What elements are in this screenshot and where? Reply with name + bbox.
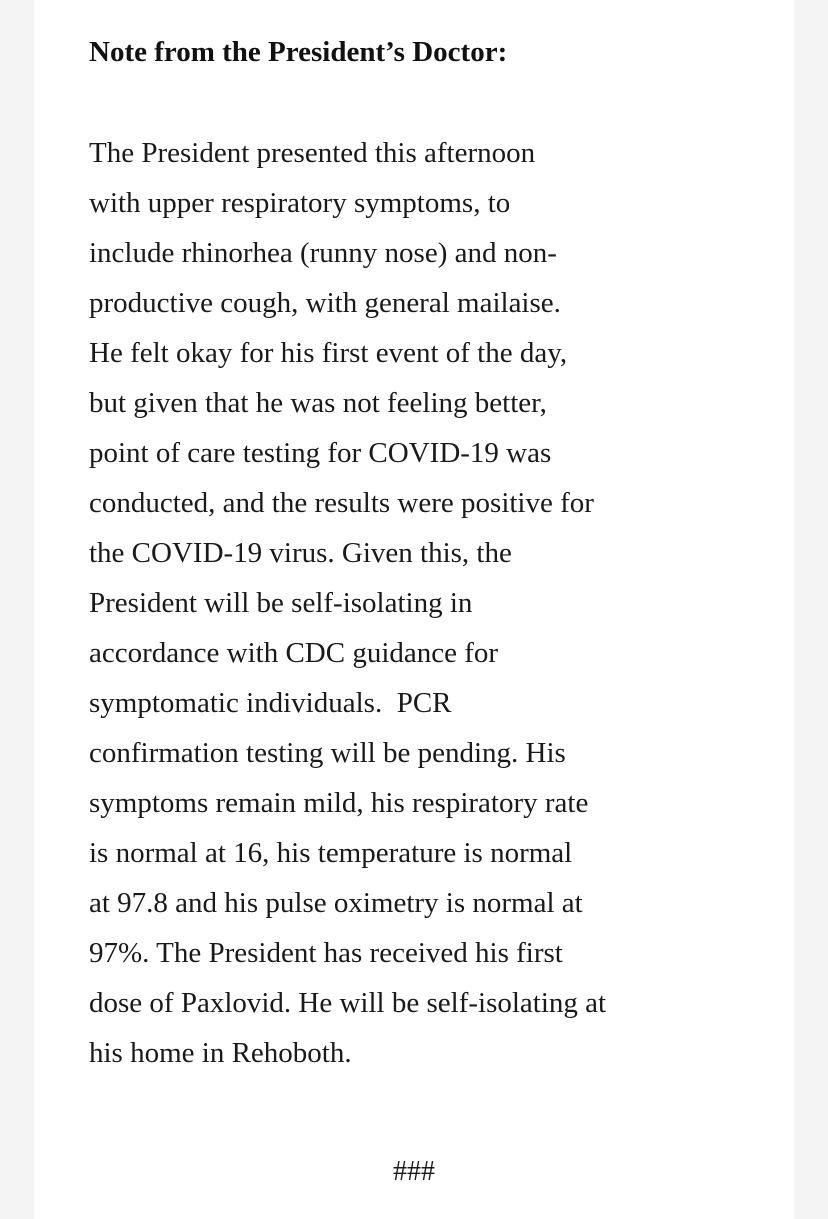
- body-line: The President presented this afternoon: [89, 137, 536, 169]
- body-line: accordance with CDC guidance for: [89, 637, 499, 669]
- body-line: with upper respiratory symptoms, to: [89, 187, 511, 219]
- body-line: at 97.8 and his pulse oximetry is normal at: [89, 887, 583, 919]
- body-line: include rhinorhea (runny nose) and non-: [89, 237, 557, 269]
- body-line: 97%. The President has received his first: [89, 937, 563, 969]
- body-line: symptomatic individuals. PCR: [89, 687, 452, 719]
- body-line: He felt okay for his first event of the day,: [89, 337, 568, 369]
- body-line: point of care testing for COVID-19 was: [89, 437, 552, 469]
- note-body: [89, 128, 769, 1078]
- body-line: dose of Paxlovid. He will be self-isolating at: [89, 987, 607, 1019]
- body-line: confirmation testing will be pending. His: [89, 737, 566, 769]
- body-line: is normal at 16, his temperature is normal: [89, 837, 573, 869]
- note-title: Note from the President’s Doctor:: [89, 36, 508, 68]
- end-mark: ###: [393, 1156, 435, 1187]
- body-line: symptoms remain mild, his respiratory rate: [89, 787, 589, 819]
- body-line: conducted, and the results were positive for: [89, 487, 594, 519]
- body-line: President will be self-isolating in: [89, 587, 473, 619]
- body-line: productive cough, with general mailaise.: [89, 287, 561, 319]
- body-line: but given that he was not feeling better,: [89, 387, 547, 419]
- body-line: the COVID-19 virus. Given this, the: [89, 537, 512, 569]
- body-line: his home in Rehoboth.: [89, 1037, 352, 1069]
